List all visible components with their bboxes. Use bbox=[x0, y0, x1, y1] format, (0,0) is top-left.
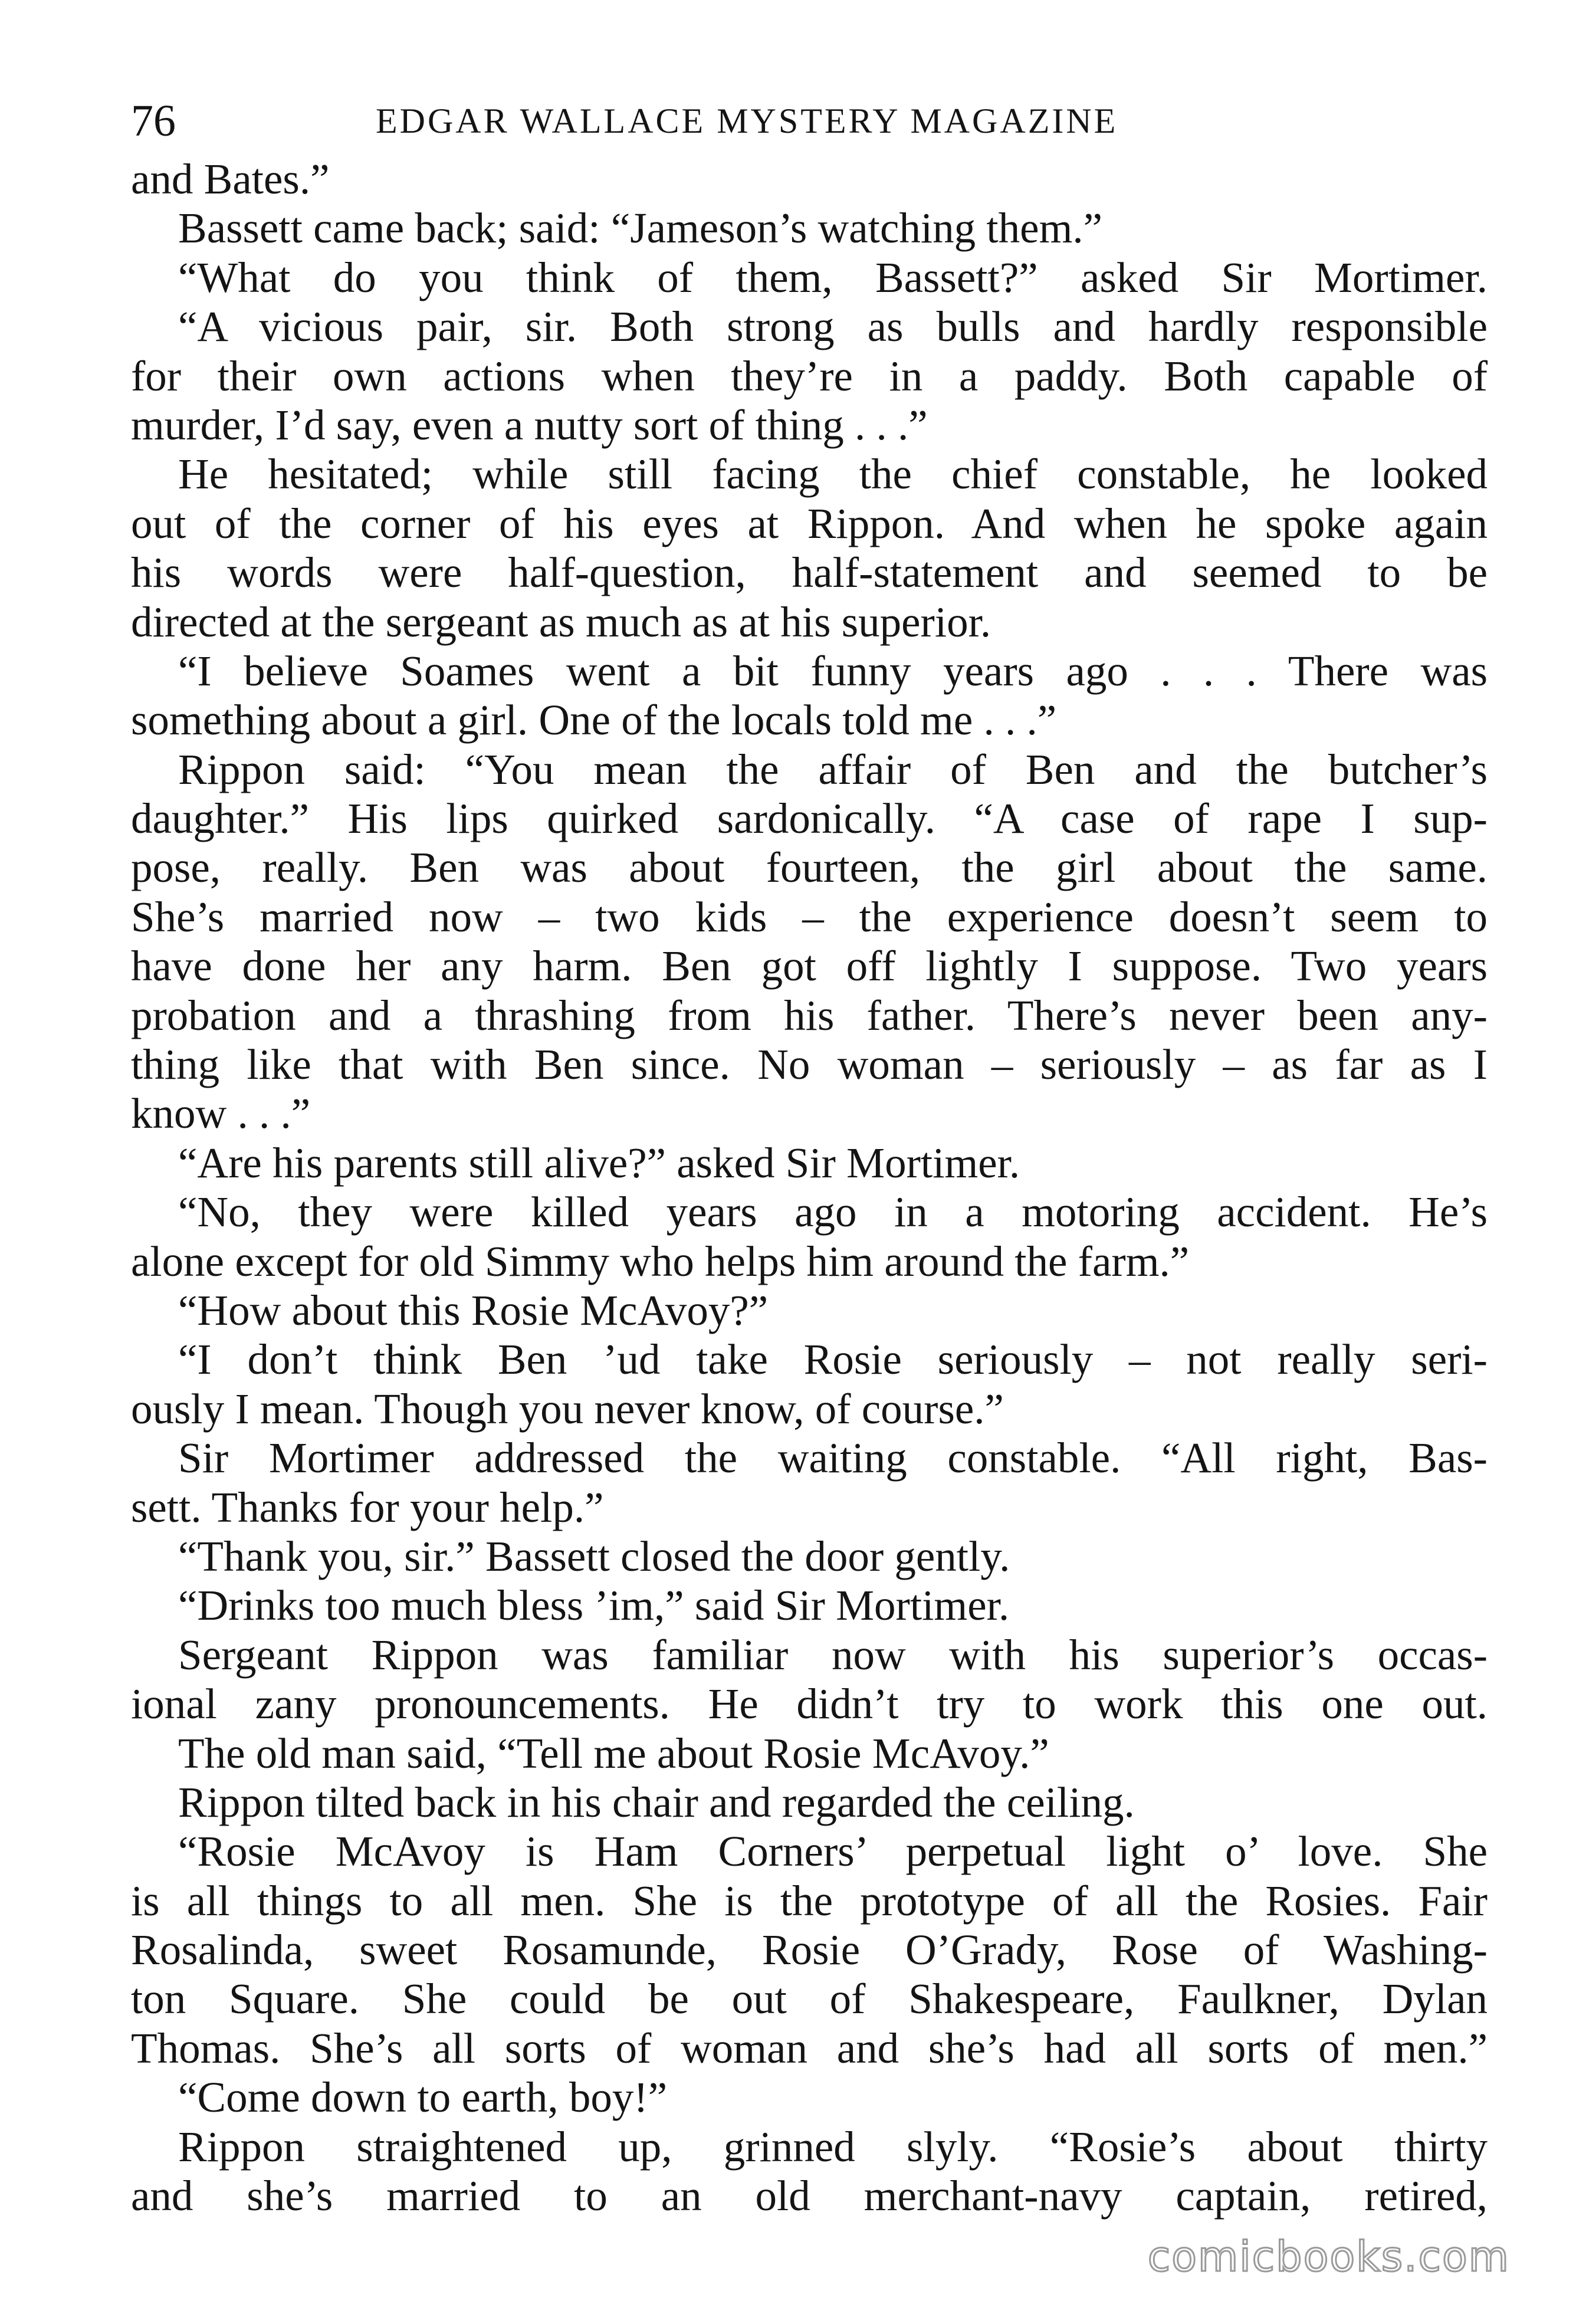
text-line: thing like that with Ben since. No woman – seriously – as far as I bbox=[131, 1040, 1488, 1089]
text-line: “I believe Soames went a bit funny years ago . . . There was bbox=[178, 646, 1488, 695]
text-line: Bassett came back; said: “Jameson’s watching them.” bbox=[178, 204, 1103, 252]
text-line: probation and a thrashing from his father. There’s never been any- bbox=[131, 991, 1488, 1039]
text-line: Sergeant Rippon was familiar now with his superior’s occas- bbox=[178, 1630, 1488, 1679]
text-line: “Thank you, sir.” Bassett closed the door gently. bbox=[178, 1532, 1010, 1580]
text-line: “Are his parents still alive?” asked Sir Mortimer. bbox=[178, 1138, 1020, 1187]
text-line: sett. Thanks for your help.” bbox=[131, 1483, 604, 1531]
text-line: ional zany pronouncements. He didn’t try to work this one out. bbox=[131, 1680, 1488, 1728]
text-line: ton Square. She could be out of Shakespeare, Faulkner, Dylan bbox=[131, 1975, 1488, 2023]
text-line: know . . .” bbox=[131, 1089, 311, 1138]
text-line: “Rosie McAvoy is Ham Corners’ perpetual light o’ love. She bbox=[178, 1827, 1488, 1876]
text-line: The old man said, “Tell me about Rosie McAvoy.” bbox=[178, 1729, 1049, 1777]
text-line: “No, they were killed years ago in a motoring accident. He’s bbox=[178, 1188, 1488, 1236]
text-line: something about a girl. One of the locals told me . . .” bbox=[131, 696, 1057, 744]
text-line: “Come down to earth, boy!” bbox=[178, 2073, 668, 2122]
text-line: his words were half-question, half-statement and seemed to be bbox=[131, 549, 1488, 597]
text-line: Thomas. She’s all sorts of woman and she’s had all sorts of men.” bbox=[131, 2024, 1488, 2072]
text-line: Rippon tilted back in his chair and regarded the ceiling. bbox=[178, 1778, 1135, 1826]
text-line: daughter.” His lips quirked sardonically. “A case of rape I sup- bbox=[131, 795, 1488, 843]
watermark: comicbooks.com bbox=[1147, 2233, 1510, 2281]
text-line: She’s married now – two kids – the experience doesn’t seem to bbox=[131, 892, 1488, 941]
text-line: “I don’t think Ben ’ud take Rosie seriously – not really seri- bbox=[178, 1335, 1488, 1384]
text-line: pose, really. Ben was about fourteen, the girl about the same. bbox=[131, 843, 1488, 892]
page-header bbox=[131, 88, 1470, 153]
text-line: ously I mean. Though you never know, of course.” bbox=[131, 1384, 1004, 1433]
text-line: is all things to all men. She is the prototype of all the Rosies. Fair bbox=[131, 1876, 1488, 1925]
text-line: and Bates.” bbox=[131, 155, 330, 203]
text-line: and she’s married to an old merchant-navy captain, retired, bbox=[131, 2172, 1488, 2220]
text-line: He hesitated; while still facing the chief constable, he looked bbox=[178, 450, 1488, 498]
text-line: “How about this Rosie McAvoy?” bbox=[178, 1286, 769, 1334]
text-line: “Drinks too much bless ’im,” said Sir Mortimer. bbox=[178, 1581, 1010, 1630]
text-line: alone except for old Simmy who helps him around the farm.” bbox=[131, 1237, 1190, 1285]
text-line: murder, I’d say, even a nutty sort of thing . . .” bbox=[131, 401, 928, 449]
text-line: “What do you think of them, Bassett?” asked Sir Mortimer. bbox=[178, 253, 1488, 301]
text-line: directed at the sergeant as much as at his superior. bbox=[131, 598, 991, 646]
story-text bbox=[131, 155, 1488, 2220]
text-line: out of the corner of his eyes at Rippon. And when he spoke again bbox=[131, 499, 1488, 547]
text-line: have done her any harm. Ben got off lightly I suppose. Two years bbox=[131, 942, 1488, 990]
running-head: EDGAR WALLACE MYSTERY MAGAZINE bbox=[376, 101, 1118, 140]
text-line: Sir Mortimer addressed the waiting constable. “All right, Bas- bbox=[178, 1434, 1488, 1482]
page-number: 76 bbox=[131, 96, 176, 146]
text-line: “A vicious pair, sir. Both strong as bulls and hardly responsible bbox=[178, 303, 1488, 351]
text-line: Rosalinda, sweet Rosamunde, Rosie O’Grady, Rose of Washing- bbox=[131, 1926, 1488, 1974]
text-line: Rippon said: “You mean the affair of Ben and the butcher’s bbox=[178, 745, 1488, 793]
text-line: Rippon straightened up, grinned slyly. “Rosie’s about thirty bbox=[178, 2122, 1488, 2171]
text-line: for their own actions when they’re in a paddy. Both capable of bbox=[131, 352, 1488, 400]
